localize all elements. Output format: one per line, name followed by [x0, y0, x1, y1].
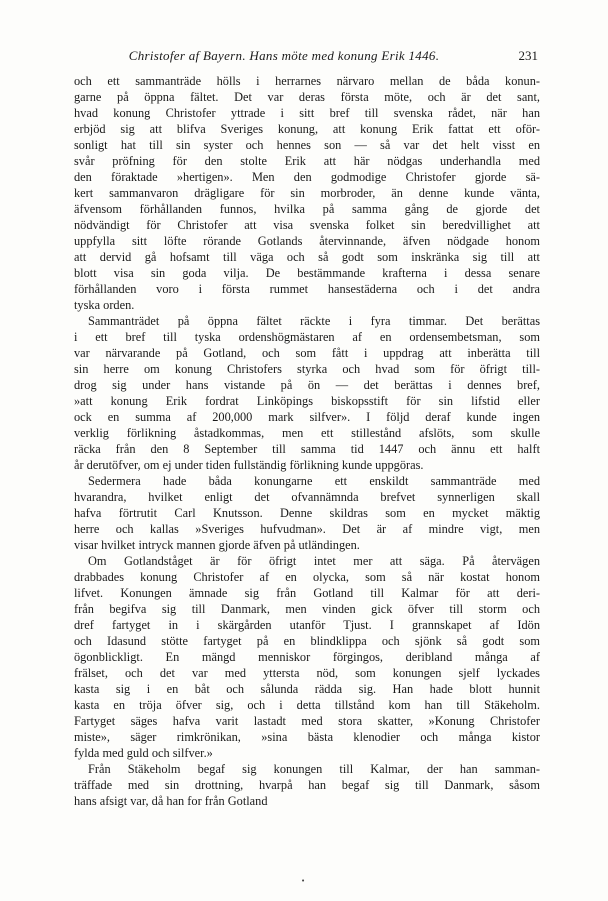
text-line: fylda med guld och silfver.» — [74, 746, 213, 760]
text-line: kasta en tröja öfver sig, och i detta tillstånd kom han till Stäkeholm. — [74, 698, 540, 712]
text-line: hvad konung Christofer yttrade i sitt bref till svenska rådet, när han — [74, 106, 540, 120]
text-line: miste», säger rimkrönikan, »sina bästa klenodier och många kistor — [74, 730, 540, 744]
text-line: att dervid gå hofsamt till väga och så godt som inskränka sig till att — [74, 250, 540, 264]
text-line: frälset, och det var med yttersta nöd, som konungen sjelf lyckades — [74, 666, 540, 680]
text-line: hans afsigt var, då han for från Gotland — [74, 794, 268, 808]
text-line: nödvändigt för Christofer att visa svenska folket sin beredvillighet att — [74, 218, 540, 232]
text-line: hvarandra, hvilket enligt det ofvannämnda brefvet synnerligen skall — [74, 490, 540, 504]
text-line: herre och kallas »Sveriges hufvudman». Det är af mindre vigt, men — [74, 522, 540, 536]
running-head — [84, 46, 538, 66]
text-line: sin herre om konung Christofers styrka och hvad som för öfrigt till- — [74, 362, 540, 376]
stray-mark: • — [301, 877, 306, 885]
text-line: från begifva sig till Danmark, men vinden gick öfver till storm och — [74, 602, 540, 616]
text-line: år derutöfver, om ej under tiden fullständig förlikning kunde uppgöras. — [74, 458, 424, 472]
text-line: dref fartyget in i skärgården utanför Tjust. I grannskapet af Idön — [74, 618, 540, 632]
text-line: visar hvilket intryck mannen gjorde äfven på utländingen. — [74, 538, 360, 552]
running-title: Christofer af Bayern. Hans möte med konung Erik 1446. — [128, 48, 440, 63]
text-line: och ett sammanträde hölls i herrarnes närvaro mellan de båda konun- — [74, 74, 540, 88]
text-line: Från Stäkeholm begaf sig konungen till Kalmar, der han samman- — [88, 762, 540, 776]
text-line: kert sammanvaron drägligare för sin morbroder, än denne kunde vänta, — [74, 186, 540, 200]
text-line: drabbades konung Christofer af en olycka, som så när kostat honom — [74, 570, 540, 584]
text-line: drog sig under hans vistande på ön — det berättas i dennes bref, — [74, 378, 540, 392]
text-line: förhållanden voro i första rummet hansestäderna och i det andra — [74, 282, 540, 296]
text-line: räcka från den 8 September till samma tid 1447 och ännu ett halft — [74, 442, 540, 456]
text-line: Sammanträdet på öppna fältet räckte i fyra timmar. Det berättas — [88, 314, 540, 328]
text-line: kasta sig i en båt och sålunda rädda sig. Han hade blott hunnit — [74, 682, 540, 696]
text-line: sonligt hat till sin syster och hennes son — så var det helt visst en — [74, 138, 540, 152]
text-line: den föraktade »hertigen». Men den godmodige Christofer gjorde sä- — [74, 170, 540, 184]
text-line: var närvarande på Gotland, och som fått i uppdrag att inberätta till — [74, 346, 540, 360]
text-line: träffade med sin drottning, hvarpå han begaf sig till Danmark, såsom — [74, 778, 540, 792]
text-line: Om Gotlandståget är för öfrigt intet mer att säga. På återvägen — [88, 554, 540, 568]
text-line: lifvet. Konungen ämnade sig från Gotland till Kalmar för att deri- — [74, 586, 540, 600]
text-line: verklig förlikning åstadkommas, men ett stillestånd afslöts, som skulle — [74, 426, 540, 440]
text-line: äfvensom förhållanden funnos, hvilka på samma gång de gjorde det — [74, 202, 540, 216]
text-line: tyska orden. — [74, 298, 135, 312]
text-line: »att konung Erik fordrat Linköpings biskopsstift för sin lifstid eller — [74, 394, 540, 408]
text-line: Sedermera hade båda konungarne ett enskildt sammanträde med — [88, 474, 540, 488]
text-line: ock en summa af 200,000 mark silfver». I följd deraf kunde ingen — [74, 410, 540, 424]
text-line: svår pröfning för den stolte Erik att här nödgas underhandla med — [74, 154, 540, 168]
text-line: garne på öppna fältet. Det var deras första möte, och är det sant, — [74, 90, 540, 104]
page-number: 231 — [518, 48, 538, 63]
text-line: Fartyget säges hafva varit lastadt med stora skatter, »Konung Christofer — [74, 714, 540, 728]
body-text — [74, 73, 540, 809]
text-line: blott visa sin goda vilja. De bestämmande krafterna i dessa senare — [74, 266, 540, 280]
text-line: och Idasund stötte fartyget på en blindklippa och sjönk så godt som — [74, 634, 540, 648]
text-line: uppfylla sitt löfte rörande Gotlands återvinnande, äfven nödgade honom — [74, 234, 540, 248]
text-line: hafva förtrutit Carl Knutsson. Denne skildras som en mycket mäktig — [74, 506, 540, 520]
text-line: ögonblickligt. En mängd menniskor förgingos, deribland många af — [74, 650, 540, 664]
text-line: erbjöd sig att blifva Sveriges konung, att konung Erik fattat ett oför- — [74, 122, 540, 136]
text-line: i ett bref till tyska ordenshögmästaren af en ordensembetsman, som — [74, 330, 540, 344]
